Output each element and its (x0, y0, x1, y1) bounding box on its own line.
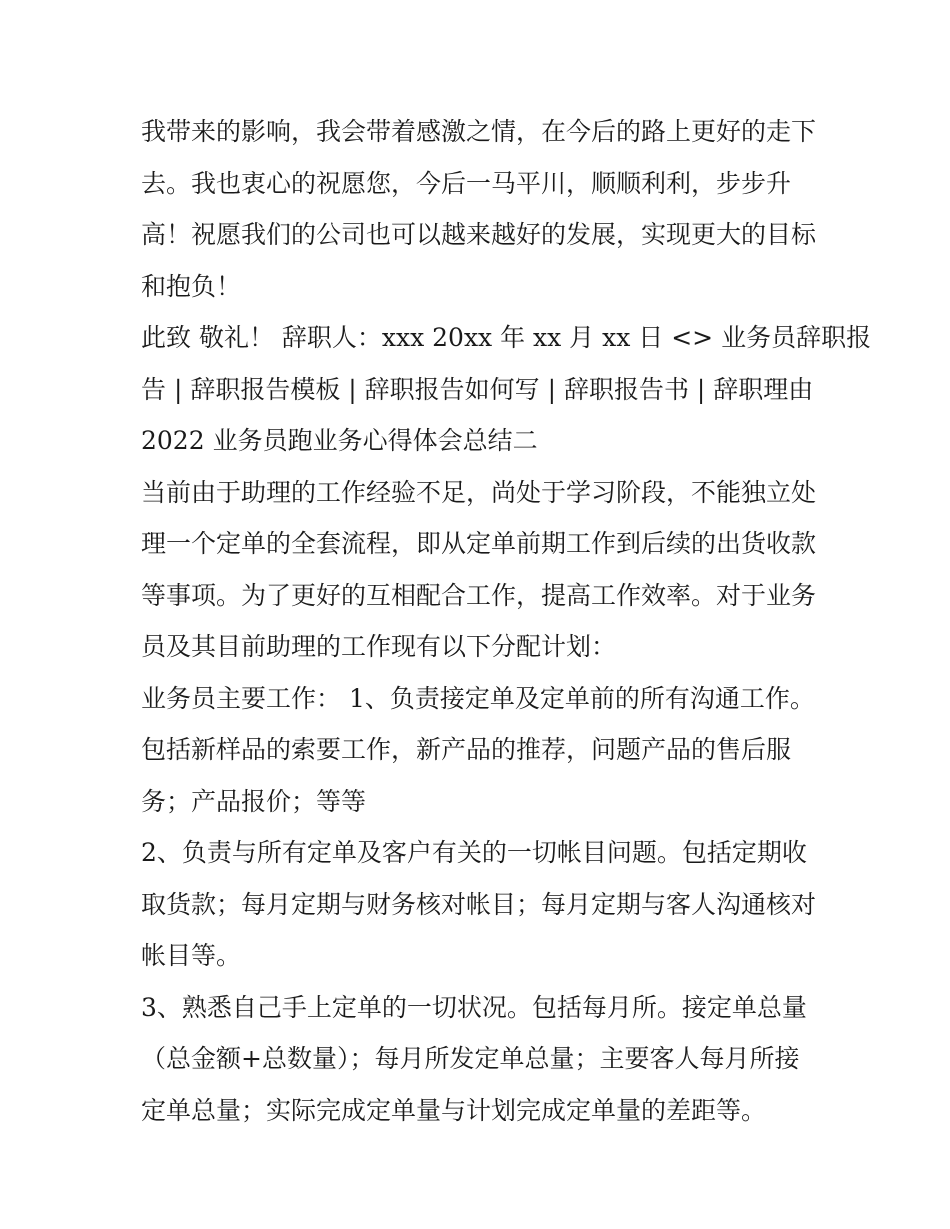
text-line: 3、熟悉自己手上定单的一切状况。包括每月所。接定单总量 (141, 992, 807, 1022)
text-line: 2、负责与所有定单及客户有关的一切帐目问题。包括定期收 (141, 838, 807, 867)
text-line: 高！祝愿我们的公司也可以越来越好的发展，实现更大的目标 (141, 220, 817, 249)
text-line: 理一个定单的全套流程，即从定单前期工作到后续的出货收款 (141, 529, 817, 558)
text-line: 当前由于助理的工作经验不足，尚处于学习阶段，不能独立处 (141, 477, 817, 507)
text-line: 业务员主要工作： 1、负责接定单及定单前的所有沟通工作。 (141, 683, 815, 713)
text-line: 和抱负！ (141, 271, 242, 301)
text-line: 取货款；每月定期与财务核对帐目；每月定期与客人沟通核对 (141, 889, 817, 919)
text-line: 务；产品报价；等等 (141, 786, 367, 816)
text-line: 此致 敬礼！ 辞职人：xxx 20xx 年 xx 月 xx 日 <> 业务员辞职报 (141, 323, 872, 352)
text-line: 我带来的影响，我会带着感激之情，在今后的路上更好的走下 (141, 117, 817, 146)
text-line: 帐目等。 (141, 941, 242, 970)
text-line: 员及其目前助理的工作现有以下分配计划： (141, 632, 617, 661)
document-body (141, 106, 872, 1136)
text-line: （总金额+总数量）；每月所发定单总量；主要客人每月所接 (141, 1044, 800, 1073)
text-line: 等事项。为了更好的互相配合工作，提高工作效率。对于业务 (141, 580, 817, 610)
text-line: 定单总量；实际完成定单量与计划完成定单量的差距等。 (141, 1095, 767, 1125)
section-heading: 2022 业务员跑业务心得体会总结二 (141, 426, 538, 455)
text-line: 去。我也衷心的祝愿您，今后一马平川，顺顺利利，步步升 (141, 168, 792, 198)
text-line: 包括新样品的索要工作，新产品的推荐，问题产品的售后服 (141, 735, 792, 764)
text-line: 告 | 辞职报告模板 | 辞职报告如何写 | 辞职报告书 | 辞职理由 (141, 374, 814, 404)
